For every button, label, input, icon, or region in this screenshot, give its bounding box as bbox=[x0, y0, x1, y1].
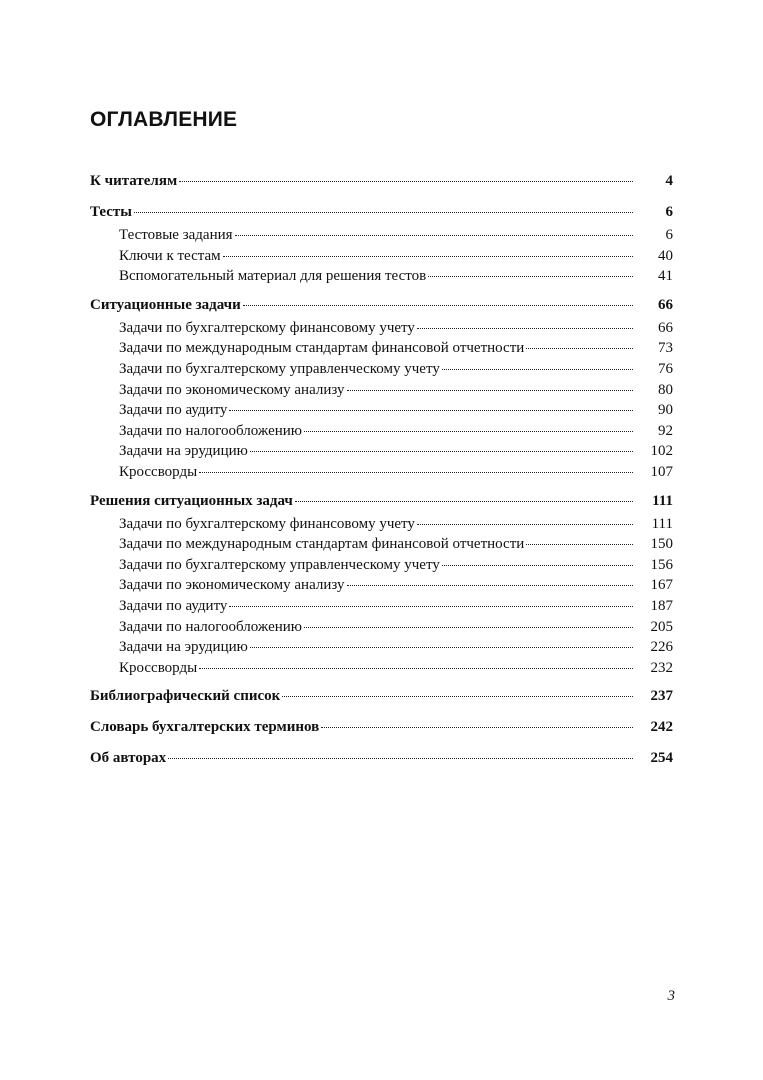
toc-section bbox=[90, 297, 673, 485]
leader-dots bbox=[347, 390, 634, 391]
toc-subentry[interactable] bbox=[90, 443, 673, 464]
toc-section bbox=[90, 493, 673, 681]
toc-section bbox=[90, 688, 673, 711]
leader-dots bbox=[428, 276, 633, 277]
toc-subentry[interactable] bbox=[90, 382, 673, 403]
toc-entry-label: Библиографический список bbox=[90, 688, 281, 705]
leader-dots bbox=[282, 696, 633, 697]
leader-dots bbox=[243, 305, 633, 306]
toc-entry-page: 4 bbox=[665, 173, 673, 189]
toc-subentry[interactable] bbox=[90, 402, 673, 423]
leader-dots bbox=[526, 544, 633, 545]
toc-subentry[interactable] bbox=[90, 361, 673, 382]
toc-subentry[interactable] bbox=[90, 598, 673, 619]
toc-section bbox=[90, 204, 673, 289]
toc-subentry-label: Задачи по экономическому анализу bbox=[119, 577, 345, 594]
toc-subentry-label: Задачи на эрудицию bbox=[119, 639, 248, 656]
toc-entry-page: 111 bbox=[652, 492, 673, 509]
leader-dots bbox=[321, 727, 633, 728]
page-title: ОГЛАВЛЕНИЕ bbox=[90, 108, 238, 131]
leader-dots bbox=[442, 369, 633, 370]
page-number: 3 bbox=[667, 988, 675, 1004]
toc-entry[interactable] bbox=[90, 750, 673, 773]
leader-dots bbox=[229, 410, 633, 411]
toc-subentry[interactable] bbox=[90, 557, 673, 578]
leader-dots bbox=[304, 431, 633, 432]
toc-entry[interactable] bbox=[90, 297, 673, 320]
toc-subentry-label: Задачи на эрудицию bbox=[119, 443, 248, 460]
leader-dots bbox=[199, 472, 633, 473]
leader-dots bbox=[250, 451, 633, 452]
toc-subentry[interactable] bbox=[90, 639, 673, 660]
toc-subentry-label: Кроссворды bbox=[119, 659, 198, 676]
toc-subentry[interactable] bbox=[90, 227, 673, 248]
toc-subentry[interactable] bbox=[90, 464, 673, 485]
toc-subentry-page: 187 bbox=[650, 597, 673, 614]
toc-subentry-page: 107 bbox=[650, 463, 673, 480]
toc-subentry-label: Задачи по аудиту bbox=[119, 597, 228, 614]
toc-subentry-label: Задачи по бухгалтерскому управленческому учету bbox=[119, 556, 440, 573]
toc-subentry-page: 167 bbox=[650, 577, 673, 594]
toc-subentry-label: Задачи по бухгалтерскому финансовому учету bbox=[119, 319, 415, 336]
leader-dots bbox=[179, 181, 633, 182]
toc-subentry[interactable] bbox=[90, 660, 673, 681]
leader-dots bbox=[347, 585, 634, 586]
leader-dots bbox=[295, 501, 633, 502]
leader-dots bbox=[223, 256, 633, 257]
toc-subentry-label: Тестовые задания bbox=[119, 227, 233, 243]
toc-subentry-page: 90 bbox=[658, 402, 673, 419]
toc-subentry-label: Вспомогательный материал для решения тестов bbox=[119, 268, 427, 285]
toc-subentry-label: Ключи к тестам bbox=[119, 247, 221, 264]
toc-entry-label: Тесты bbox=[90, 204, 133, 220]
toc-subentry-page: 66 bbox=[658, 319, 673, 336]
toc-subentry-page: 232 bbox=[650, 659, 673, 676]
toc-subentry[interactable] bbox=[90, 536, 673, 557]
toc-entry[interactable] bbox=[90, 204, 673, 227]
toc-entry-label: Ситуационные задачи bbox=[90, 296, 241, 313]
toc-subentry[interactable] bbox=[90, 320, 673, 341]
toc-subentry[interactable] bbox=[90, 340, 673, 361]
toc-subentry-page: 40 bbox=[658, 247, 673, 264]
toc-entry-label: К читателям bbox=[90, 173, 178, 189]
toc-subentry[interactable] bbox=[90, 619, 673, 640]
toc-subentry[interactable] bbox=[90, 516, 673, 537]
toc-entry[interactable] bbox=[90, 719, 673, 742]
toc-subentry[interactable] bbox=[90, 268, 673, 289]
leader-dots bbox=[235, 235, 633, 236]
toc-subentry-page: 111 bbox=[651, 515, 673, 532]
toc-entry-label: Решения ситуационных задач bbox=[90, 492, 293, 509]
toc-subentry-page: 226 bbox=[650, 639, 673, 656]
toc-subentry-page: 92 bbox=[658, 422, 673, 439]
leader-dots bbox=[229, 606, 633, 607]
toc-subentry-page: 102 bbox=[650, 443, 673, 460]
leader-dots bbox=[442, 565, 633, 566]
toc-entry[interactable] bbox=[90, 493, 673, 516]
toc-subentry[interactable] bbox=[90, 248, 673, 269]
leader-dots bbox=[417, 524, 633, 525]
toc-subentry[interactable] bbox=[90, 577, 673, 598]
toc-section bbox=[90, 719, 673, 742]
toc-subentry-label: Задачи по международным стандартам финансовой отчетности bbox=[119, 340, 525, 357]
leader-dots bbox=[417, 328, 633, 329]
toc-subentry-label: Задачи по бухгалтерскому финансовому учету bbox=[119, 515, 415, 532]
toc-subentry-page: 156 bbox=[650, 556, 673, 573]
toc-entry-page: 242 bbox=[650, 719, 673, 736]
toc-subentry-page: 76 bbox=[658, 360, 673, 377]
toc-subentry-label: Кроссворды bbox=[119, 463, 198, 480]
toc-subentry-label: Задачи по международным стандартам финансовой отчетности bbox=[119, 536, 525, 553]
toc-entry-label: Об авторах bbox=[90, 750, 167, 767]
toc-subentry-label: Задачи по налогообложению bbox=[119, 618, 302, 635]
toc-entry[interactable] bbox=[90, 688, 673, 711]
leader-dots bbox=[250, 647, 633, 648]
toc-subentry-label: Задачи по экономическому анализу bbox=[119, 381, 345, 398]
toc-entry-page: 66 bbox=[658, 296, 673, 313]
table-of-contents bbox=[90, 173, 673, 781]
toc-entry-label: Словарь бухгалтерских терминов bbox=[90, 719, 320, 736]
toc-subentry-page: 150 bbox=[650, 536, 673, 553]
toc-subentry-label: Задачи по аудиту bbox=[119, 402, 228, 419]
toc-section bbox=[90, 173, 673, 196]
toc-subentry-page: 41 bbox=[658, 268, 673, 285]
toc-subentry-label: Задачи по налогообложению bbox=[119, 422, 302, 439]
toc-subentry-page: 73 bbox=[658, 340, 673, 357]
leader-dots bbox=[526, 348, 633, 349]
toc-entry-page: 6 bbox=[665, 204, 673, 220]
toc-subentry[interactable] bbox=[90, 423, 673, 444]
leader-dots bbox=[199, 668, 633, 669]
toc-subentry-page: 80 bbox=[658, 381, 673, 398]
toc-entry-page: 254 bbox=[650, 750, 673, 767]
toc-section bbox=[90, 750, 673, 773]
leader-dots bbox=[134, 212, 633, 213]
toc-subentry-page: 205 bbox=[650, 618, 673, 635]
leader-dots bbox=[168, 758, 633, 759]
toc-subentry-page: 6 bbox=[665, 227, 673, 243]
toc-subentry-label: Задачи по бухгалтерскому управленческому учету bbox=[119, 360, 440, 377]
leader-dots bbox=[304, 627, 633, 628]
toc-entry-page: 237 bbox=[650, 688, 673, 705]
toc-entry[interactable] bbox=[90, 173, 673, 196]
